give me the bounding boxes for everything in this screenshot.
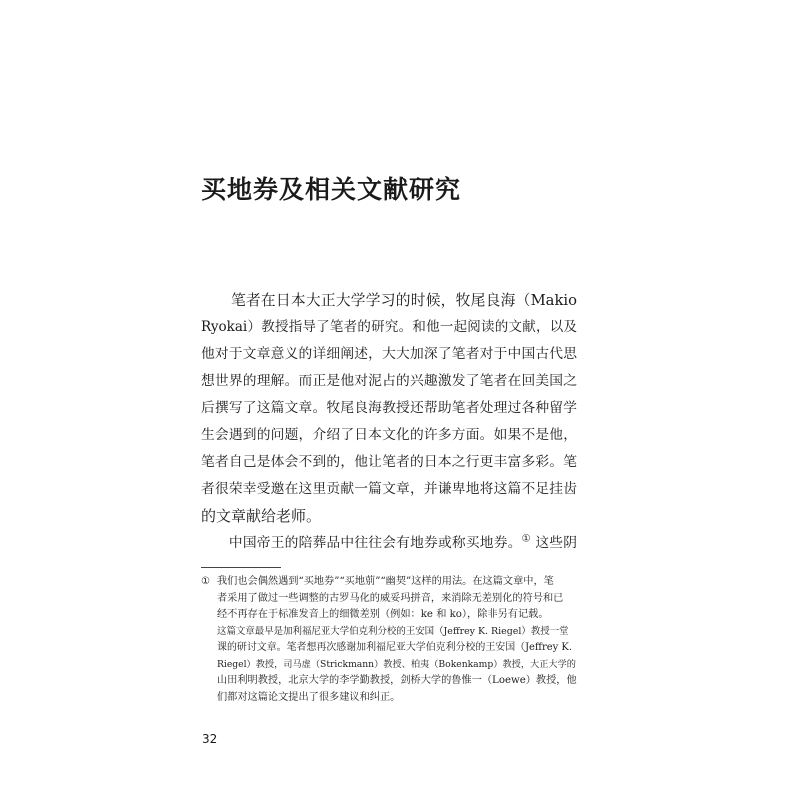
- footnote-1: [201, 574, 577, 706]
- footnote-line-1: 我们也会偶然遇到“买地券”“买地莂”“幽契”这样的用法。在这篇文章中，笔: [217, 576, 554, 587]
- paragraph-1-line-7: 笔者自己是体会不到的，他让笔者的日本之行更丰富多彩。笔: [201, 454, 577, 470]
- paragraph-1-line-1: 笔者在日本大正大学学习的时候，牧尾良海（Makio: [201, 292, 577, 309]
- footnote-line-6: Riegel）教授，司马虚（Strickmann）教授、柏夷（Bokenkamp）教授，大正大学的: [217, 658, 576, 670]
- footnote-mark: ①: [201, 576, 211, 587]
- footnote-line-2: 者采用了做过一些调整的古罗马化的威妥玛拼音，来消除无差别化的符号和已: [217, 592, 564, 604]
- paragraph-1-line-3: 他对于文章意义的详细阐述，大大加深了笔者对于中国古代思: [201, 346, 577, 362]
- footnote-line-7: 山田利明教授，北京大学的李学勤教授，剑桥大学的鲁惟一（Loewe）教授，他: [217, 675, 577, 686]
- paragraph-1-line-5: 后撰写了这篇文章。牧尾良海教授还帮助笔者处理过各种留学: [201, 400, 577, 416]
- body-text: [201, 287, 577, 557]
- page-number: 32: [202, 732, 218, 746]
- paragraph-2-line-1: [201, 530, 577, 557]
- paragraph-2-text: 中国帝王的陪葬品中往往会有地券或称买地券。: [201, 535, 522, 551]
- footnote-line-8: 们都对这篇论文提出了很多建议和纠正。: [217, 691, 401, 703]
- paragraph-1-line-6: 生会遇到的问题，介绍了日本文化的许多方面。如果不是他，: [201, 427, 577, 443]
- footnote-line-4: 这篇文章最早是加利福尼亚大学伯克利分校的王安国（Jeffrey K. Riegel）教授一堂: [217, 625, 569, 637]
- footnote-line-5: 课的研讨文章。笔者想再次感谢加利福尼亚大学伯克利分校的王安国（Jeffrey K.: [217, 642, 572, 653]
- paragraph-1-line-4: 想世界的理解。而正是他对泥占的兴趣激发了笔者在回美国之: [201, 373, 577, 389]
- footnote-line-3: 经不再存在于标准发音上的细微差别（例如：ke 和 ko），除非另有记载。: [217, 609, 549, 620]
- chapter-title: 买地券及相关文献研究: [201, 175, 462, 204]
- paragraph-1-line-2: Ryokai）教授指导了笔者的研究。和他一起阅读的文献，以及: [201, 319, 577, 335]
- paragraph-1-line-8: 者很荣幸受邀在这里贡献一篇文章，并谦卑地将这篇不足挂齿: [201, 481, 577, 497]
- paragraph-1-line-9: 的文章献给老师。: [201, 507, 322, 525]
- footnote-separator: [201, 567, 281, 568]
- paragraph-2-text-continued: 这些阴: [530, 535, 577, 551]
- footnote-reference-1[interactable]: ①: [521, 533, 531, 545]
